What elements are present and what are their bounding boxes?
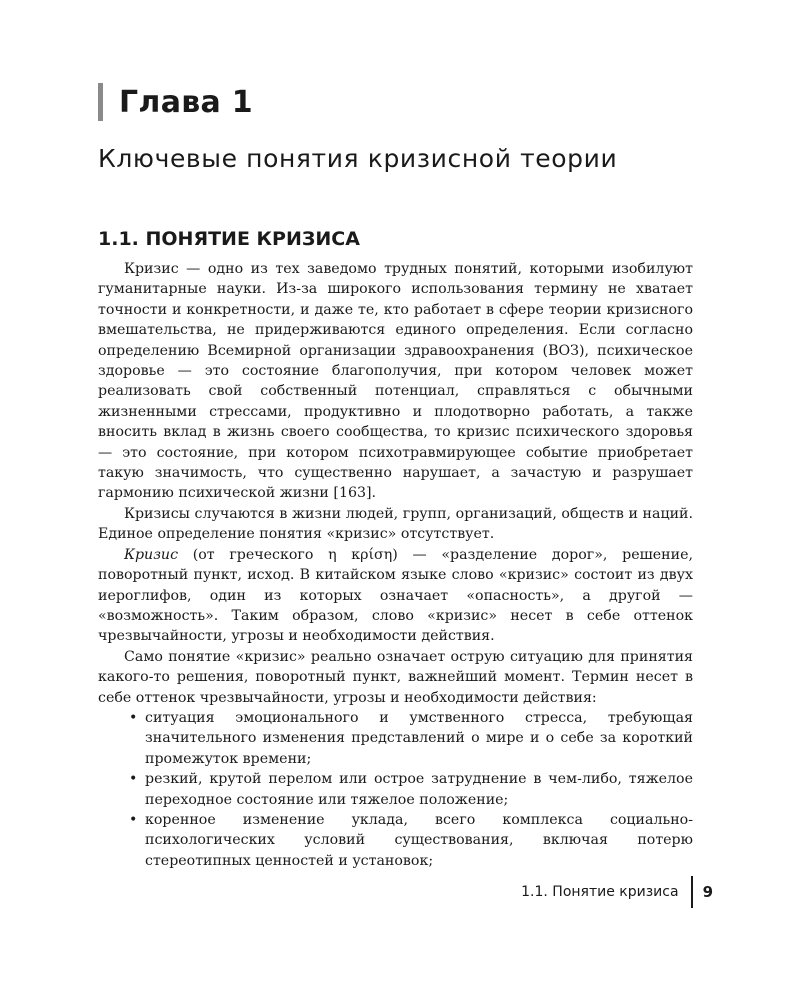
page-footer [98,876,713,908]
page-number: 9 [702,883,713,901]
chapter-marker-bar [98,83,103,121]
paragraph-4: Само понятие «кризис» реально означает острую ситуацию для принятия какого-то решения, поворотный пункт, важнейший момент. Термин несет в себе оттенок чрезвычайности, угрозы и необходимости действия: [98,648,693,706]
list-item-text: коренное изменение уклада, всего комплекса социально-психологических условий существования, включая потерю стереотипных ценностей и установок; [145,811,693,869]
bullet-icon: • [129,811,138,828]
footer-divider [691,876,693,908]
list-item-text: ситуация эмоционального и умственного стресса, требующая значительного изменения представлений о мире и о себе за короткий промежуток времени; [145,709,693,767]
bullet-icon: • [129,771,138,788]
paragraph-1: Кризис — одно из тех заведомо трудных понятий, которыми изобилуют гуманитарные науки. Из-за широкого использования термину не хватает точности и конкретности, и даже те, кто работает в сфере теории кризисного вмешательства, не придерживаются единого определения. Если согласно определению Всемирной организации здравоохранения (ВОЗ), психическое здоровье — это состояние благополучия, при котором человек может реализовать свой собственный потенциал, справляться с обычными жизненными стрессами, продуктивно и плодотворно работать, а также вносить вклад в жизнь своего сообщества, то кризис психического здоровья — это состояние, при котором психотравмирующее событие приобретает такую значимость, что существенно нарушает, а зачастую и разрушает гармонию психической жизни [163]. [98,261,693,502]
section-heading: 1.1. ПОНЯТИЕ КРИЗИСА [98,228,360,250]
list-item [98,708,693,769]
list-item [98,769,693,810]
body-text [98,259,693,871]
list-item-text: резкий, крутой перелом или острое затруднение в чем-либо, тяжелое переходное состояние или тяжелое положение; [145,771,693,808]
chapter-header [98,82,253,122]
paragraph-2: Кризисы случаются в жизни людей, групп, организаций, обществ и наций. Единое определение понятия «кризис» отсутствует. [98,505,693,543]
running-head: 1.1. Понятие кризиса [521,884,679,900]
bullet-list [98,708,693,871]
crisis-term: Кризис [124,546,179,563]
chapter-title: Ключевые понятия кризисной теории [98,144,618,173]
book-page [98,0,713,1000]
paragraph-3-text: (от греческого η κρίση) — «разделение дорог», решение, поворотный пункт, исход. В китайском языке слово «кризис» состоит из двух иероглифов, один из которых означает «опасность», а другой — «возможность». Таким образом, слово «кризис» несет в себе оттенок чрезвычайности, угрозы и необходимости действия. [98,546,693,645]
chapter-label: Глава 1 [119,84,253,120]
paragraph-3 [98,545,693,647]
bullet-icon: • [129,709,138,726]
list-item [98,810,693,871]
